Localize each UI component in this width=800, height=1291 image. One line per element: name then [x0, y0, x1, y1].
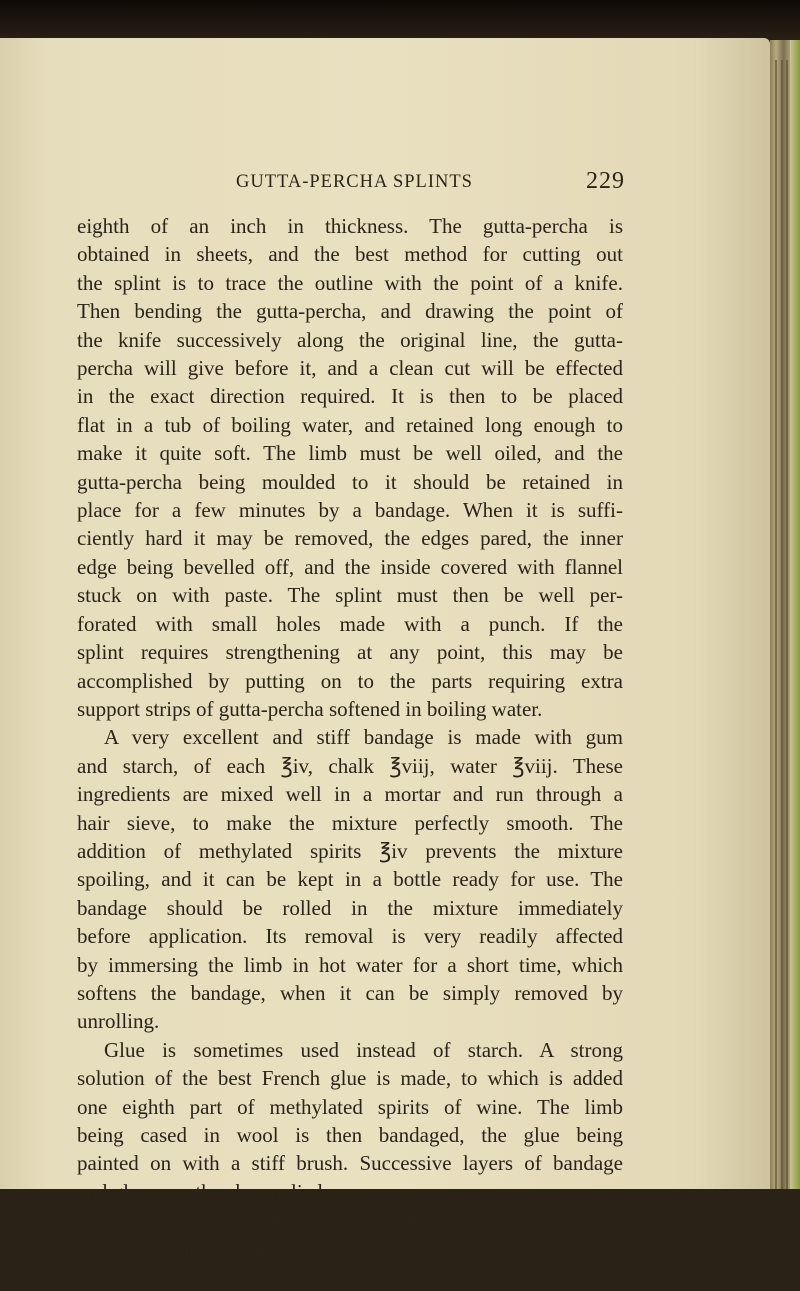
text-line: obtained in sheets, and the best method for cutting out	[77, 242, 623, 267]
text-line: in the exact direction required. It is then to be placed	[77, 384, 623, 409]
text-line: percha will give before it, and a clean cut will be effected	[77, 356, 623, 381]
text-line: ciently hard it may be removed, the edges pared, the inner	[77, 526, 623, 551]
text-line: painted on with a stiff brush. Successive layers of bandage	[77, 1151, 623, 1176]
text-line: hair sieve, to make the mixture perfectly smooth. The	[77, 810, 623, 835]
text-line: the knife successively along the original line, the gutta-	[77, 327, 623, 352]
body-text	[77, 212, 623, 1291]
text-line: by immersing the limb in hot water for a short time, which	[77, 952, 623, 977]
text-line: unrolling.	[77, 1009, 160, 1034]
gutter-page-edge	[786, 60, 788, 1189]
running-head	[0, 168, 770, 198]
text-line: the splint is to trace the outline with the point of a knife.	[77, 270, 623, 295]
text-line: splint requires strengthening at any point, this may be	[77, 640, 623, 665]
gutter-page-edge	[775, 60, 777, 1189]
running-head-title: GUTTA-PERCHA SPLINTS	[236, 172, 473, 192]
text-line: gutta-percha being moulded to it should be retained in	[77, 469, 623, 494]
text-line: edge being bevelled off, and the inside covered with flannel	[77, 554, 623, 579]
text-line: eighth of an inch in thickness. The gutta-percha is	[77, 214, 623, 238]
text-line: flat in a tub of boiling water, and retained long enough to	[77, 412, 623, 437]
text-line: stuck on with paste. The splint must then be well per-	[77, 583, 623, 608]
text-line: addition of methylated spirits ℥iv prevents the mixture	[77, 838, 623, 863]
text-line: ingredients are mixed well in a mortar and run through a	[77, 782, 623, 807]
text-line: A very excellent and stiff bandage is made with gum	[104, 725, 623, 750]
text-line: bandage should be rolled in the mixture immediately	[77, 895, 623, 920]
text-line: solution of the best French glue is made, to which is added	[77, 1066, 623, 1091]
text-line: spoiling, and it can be kept in a bottle ready for use. The	[77, 867, 623, 892]
book-cover-edge	[790, 40, 800, 1189]
text-line: and glue may thus be applied.	[77, 1179, 328, 1204]
text-line: one eighth part of methylated spirits of wine. The limb	[77, 1094, 623, 1119]
text-line: make it quite soft. The limb must be well oiled, and the	[77, 441, 623, 466]
text-line: and starch, of each ℥iv, chalk ℥viij, water ℥viij. These	[77, 753, 623, 778]
text-line: accomplished by putting on to the parts requiring extra	[77, 668, 623, 693]
text-line: A thin piece of board, from three to four inches long	[104, 1265, 544, 1290]
text-line: ties by weight is as follows :	[77, 1236, 317, 1261]
text-line: softens the bandage, when it can be simply removed by	[77, 980, 623, 1005]
text-line: Then bending the gutta-percha, and drawing the point of	[77, 299, 623, 324]
text-line: forated with small holes made with a punch. If the	[77, 611, 623, 636]
page-number: 229	[586, 168, 625, 194]
text-line: place for a few minutes by a bandage. When it is suffi-	[77, 498, 623, 523]
text-line: The method of applying extension to the lower extremi-	[104, 1208, 623, 1233]
text-line: before application. Its removal is very readily affected	[77, 924, 623, 949]
text-line: support strips of gutta-percha softened in boiling water.	[77, 696, 543, 721]
text-line: being cased in wool is then bandaged, the glue being	[77, 1123, 623, 1147]
text-line: Glue is sometimes used instead of starch. A strong	[104, 1037, 623, 1062]
gutter-page-edge	[781, 60, 783, 1189]
